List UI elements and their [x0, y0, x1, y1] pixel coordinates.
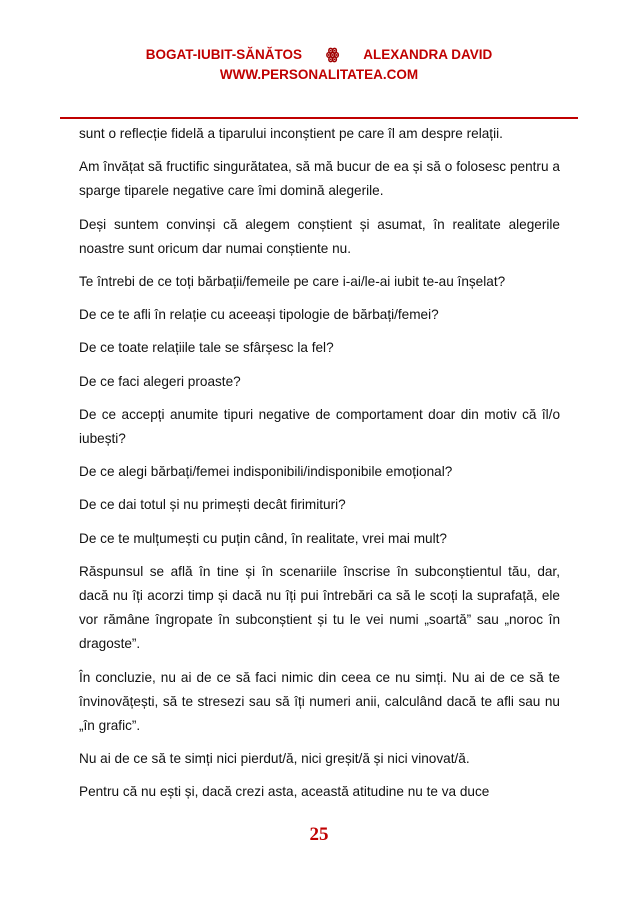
paragraph: De ce alegi bărbați/femei indisponibili/indisponibile emoțional?: [79, 464, 453, 480]
paragraph: Te întrebi de ce toți bărbații/femeile pe care i-ai/le-ai iubit te-au înșelat?: [79, 274, 506, 290]
ornament-icon: ꙮ: [326, 45, 340, 63]
header-divider: [60, 117, 578, 119]
book-title: BOGAT-IUBIT-SĂNĂTOS: [145, 47, 303, 62]
paragraph: sunt o reflecție fidelă a tiparului inconștient pe care îl am despre relații.: [79, 126, 503, 141]
paragraph: Nu ai de ce să te simți nici pierdut/ă, nici greșit/ă și nici vinovat/ă.: [79, 751, 470, 767]
paragraph: Pentru că nu ești și, dacă crezi asta, această atitudine nu te va duce: [79, 784, 490, 800]
header-title-line: [60, 44, 578, 65]
paragraph: De ce dai totul și nu primești decât firimituri?: [79, 497, 346, 513]
paragraph: De ce te mulțumești cu puțin când, în realitate, vrei mai mult?: [79, 530, 447, 546]
paragraph: De ce te afli în relație cu aceeași tipologie de bărbați/femei?: [79, 307, 439, 323]
paragraph: Am învățat să fructific singurătatea, să mă bucur de ea și să o folosesc pentru a sparge tiparele negative care îmi domină alegerile.: [79, 159, 560, 199]
paragraph: În concluzie, nu ai de ce să faci nimic din ceea ce nu simți. Nu ai de ce să te învinovățești, să te stresezi sau să îți numeri anii, calculând dacă te afli sau nu „în grafic”.: [79, 669, 560, 734]
paragraph: De ce toate relațiile tale se sfârșesc la fel?: [79, 340, 334, 356]
body-text: [79, 122, 560, 814]
website-link[interactable]: WWW.PERSONALITATEA.COM: [219, 67, 419, 82]
author-name: ALEXANDRA DAVID: [363, 47, 493, 62]
paragraph: De ce accepți anumite tipuri negative de comportament doar din motiv că îl/o iubești?: [79, 406, 560, 447]
paragraph: Răspunsul se află în tine și în scenariile înscrise în subconștientul tău, dar, dacă nu îți acorzi timp și dacă nu îți pui întrebări ca să le scoți la suprafață, ele vor rămâne îngropate în subconștient și tu le vei numi „soartă” sau „noroc în dragoste”.: [79, 563, 560, 652]
paragraph: De ce faci alegeri proaste?: [79, 373, 241, 389]
paragraph: Deși suntem convinși că alegem conștient și asumat, în realitate alegerile noastre sunt oricum dar numai conștiente nu.: [79, 216, 560, 256]
page-number: 25: [309, 824, 329, 845]
page-header: [60, 44, 578, 85]
